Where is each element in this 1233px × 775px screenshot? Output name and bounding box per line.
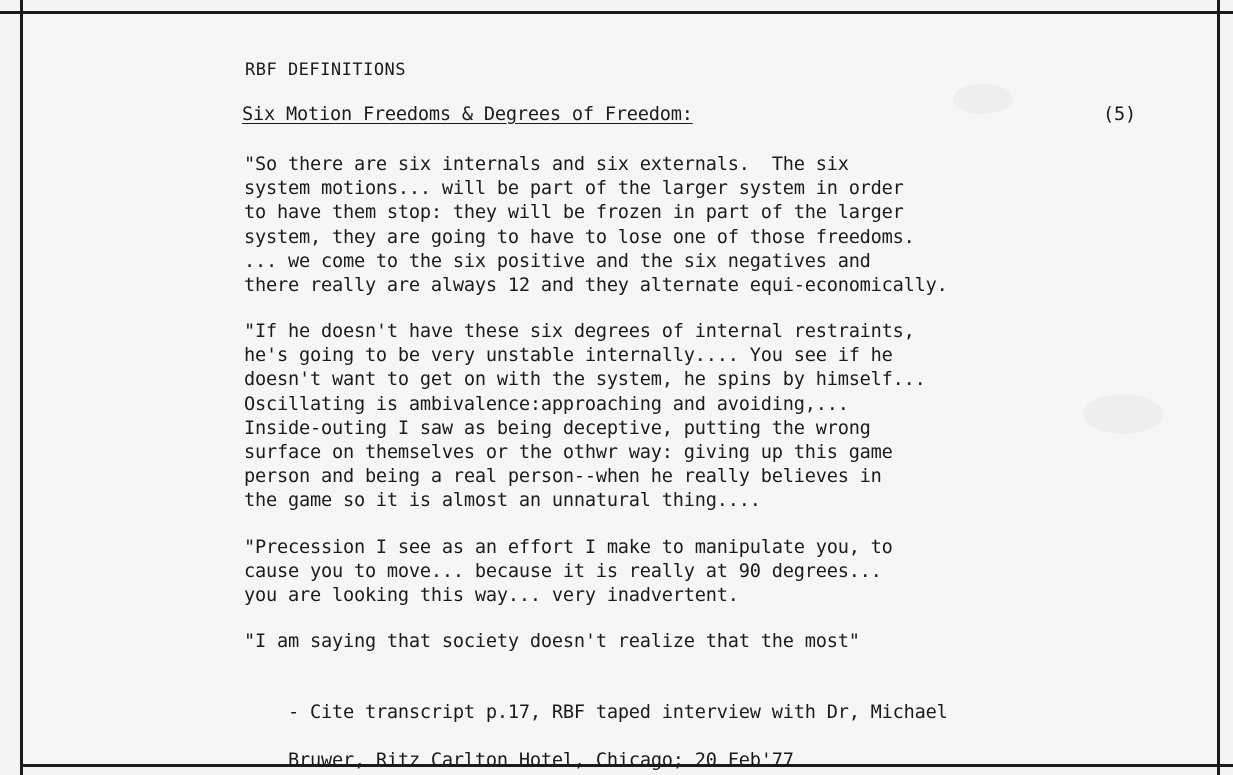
page-number: (5) [1103, 104, 1136, 125]
section-title: Six Motion Freedoms & Degrees of Freedom: [242, 104, 693, 125]
quote-paragraph: "So there are six internals and six externals. The six system motions... will be part of the larger system in order to have them stop: they will be frozen in part of the larger system, they are going to have to lose one of those freedoms. ... we come to the six positive and the six negatives and there really are always 12 and they alternate equi-economically. [244, 154, 948, 297]
border-right [1217, 0, 1220, 775]
citation-line: Bruwer, Ritz Carlton Hotel, Chicago; 20 Feb'77 [288, 750, 794, 771]
quote-paragraph: "Precession I see as an effort I make to manipulate you, to cause you to move... because it is really at 90 degrees... you are looking this way... very inadvertent. [244, 537, 893, 607]
citation [244, 677, 1204, 775]
citation-line: - Cite transcript p.17, RBF taped interview with Dr, Michael [287, 702, 948, 723]
quote-paragraph: "I am saying that society doesn't realize that the most" [244, 631, 860, 652]
quote-paragraph: "If he doesn't have these six degrees of internal restraints, he's going to be very unstable internally.... You see if he doesn't want to get on with the system, he spins by himself... Oscillating is ambivalence:approaching and avoiding,... Inside-outing I saw as being deceptive, putting the wrong surface on themselves or the othwr way: giving up this game person and being a real person--when he really believes in the game so it is almost an unnatural thing.... [244, 321, 926, 512]
scan-smudge [953, 84, 1013, 114]
document-heading: RBF DEFINITIONS [245, 60, 407, 80]
